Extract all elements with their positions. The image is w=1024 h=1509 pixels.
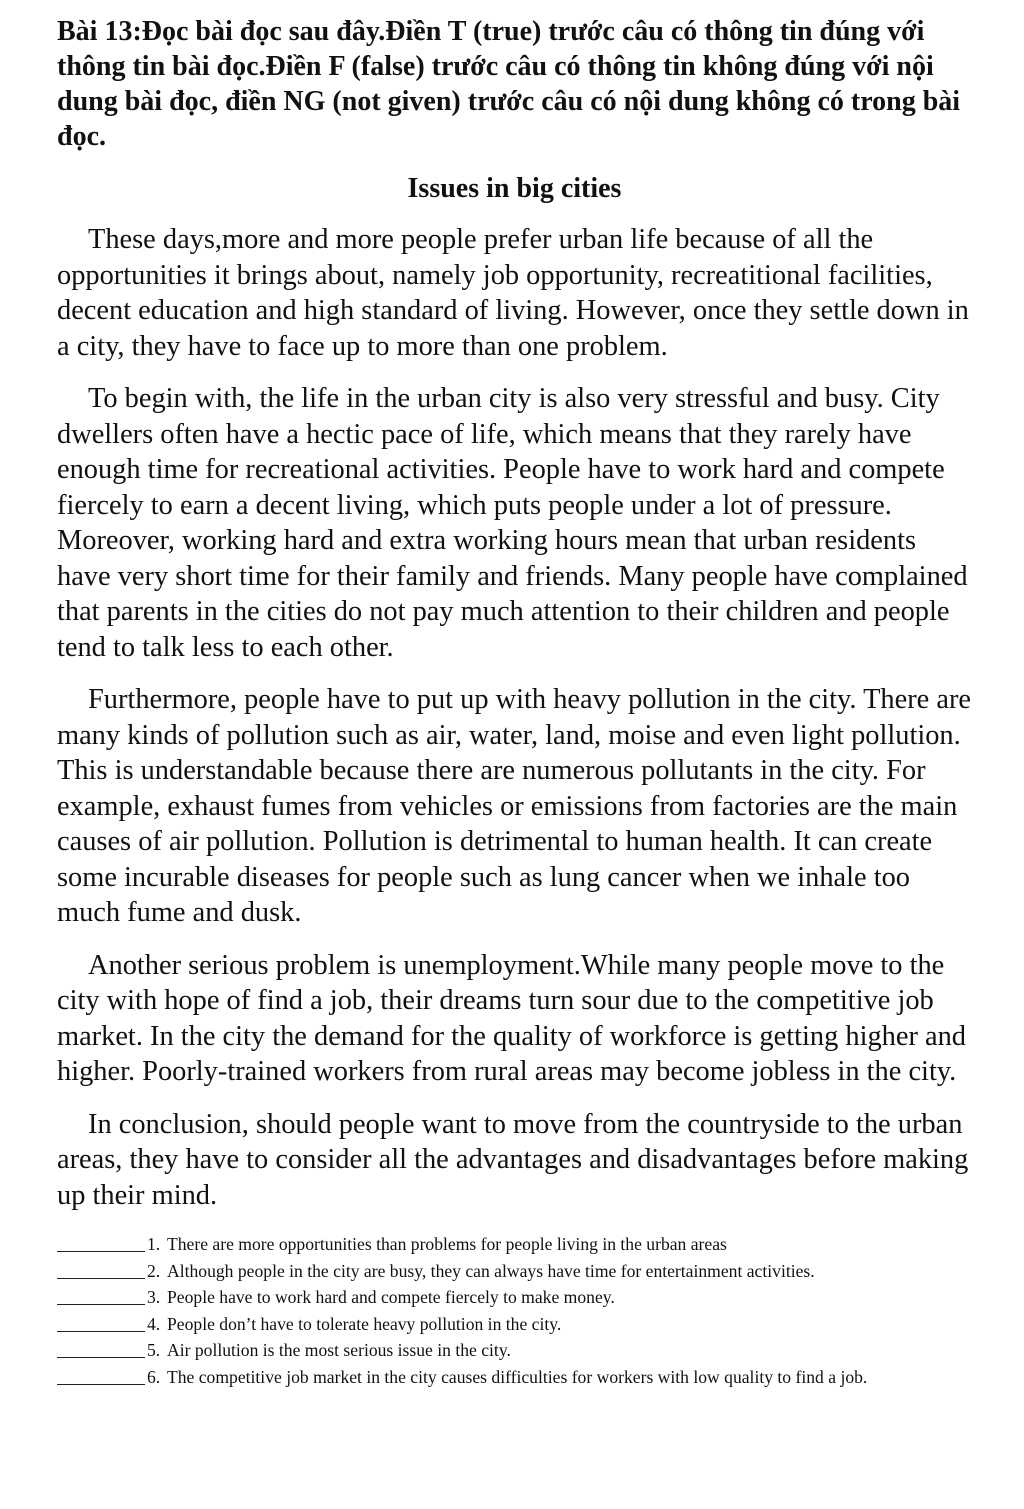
answer-blank-1[interactable]: [57, 1233, 145, 1252]
question-text: People don’t have to tolerate heavy pollution in the city.: [167, 1313, 562, 1334]
question-item: [57, 1366, 972, 1390]
question-item: [57, 1260, 972, 1284]
question-item: [57, 1233, 972, 1257]
question-text: There are more opportunities than problems for people living in the urban areas: [167, 1234, 727, 1254]
question-item: [57, 1339, 972, 1363]
exercise-instructions: Bài 13:Đọc bài đọc sau đây.Điền T (true) trước câu có thông tin đúng với thông tin bài đọc.Điền F (false) trước câu có thông tin không đúng với nội dung bài đọc, điền NG (not given) trước câu có nội dung không có trong bài đọc.: [57, 16, 961, 152]
answer-blank-6[interactable]: [57, 1366, 145, 1385]
passage-paragraph-1: These days,more and more people prefer urban life because of all the opportunities it brings about, namely job opportunity, recreatitional facilities, decent education and high standard of living. However, once they settle down in a city, they have to face up to more than one problem.: [57, 224, 969, 362]
worksheet-page: [57, 14, 972, 1392]
question-number: 2.: [147, 1260, 161, 1281]
question-item: [57, 1286, 972, 1310]
reading-passage: [57, 222, 972, 1213]
question-number: 6.: [147, 1366, 161, 1387]
question-item: [57, 1313, 972, 1337]
passage-paragraph-2: To begin with, the life in the urban city is also very stressful and busy. City dwellers often have a hectic pace of life, which means that they rarely have enough time for recreational activities. People have to work hard and compete fiercely to earn a decent living, which puts people under a lot of pressure. Moreover, working hard and extra working hours mean that urban residents have very short time for their family and friends. Many people have complained that parents in the cities do not pay much attention to their children and people tend to talk less to each other.: [57, 383, 968, 663]
question-number: 3.: [147, 1287, 161, 1307]
passage-paragraph-5: In conclusion, should people want to move from the countryside to the urban areas, they have to consider all the advantages and disadvantages before making up their mind.: [57, 1108, 969, 1211]
question-number: 5.: [147, 1340, 161, 1360]
question-text: Although people in the city are busy, they can always have time for entertainment activities.: [167, 1260, 815, 1281]
answer-blank-2[interactable]: [57, 1260, 145, 1279]
answer-blank-3[interactable]: [57, 1286, 145, 1305]
passage-paragraph-3: Furthermore, people have to put up with heavy pollution in the city. There are many kinds of pollution such as air, water, land, moise and even light pollution. This is understandable because there are numerous pollutants in the city. For example, exhaust fumes from vehicles or emissions from factories are the main causes of air pollution. Pollution is detrimental to human health. It can create some incurable diseases for people such as lung cancer when we inhale too much fume and dusk.: [57, 684, 972, 928]
passage-title: Issues in big cities: [407, 173, 622, 204]
answer-blank-4[interactable]: [57, 1313, 145, 1332]
question-text: People have to work hard and compete fiercely to make money.: [167, 1287, 615, 1307]
question-list: [57, 1233, 972, 1389]
question-text: Air pollution is the most serious issue in the city.: [167, 1340, 511, 1360]
answer-blank-5[interactable]: [57, 1339, 145, 1358]
question-number: 4.: [147, 1313, 161, 1334]
question-number: 1.: [147, 1234, 161, 1254]
question-text: The competitive job market in the city causes difficulties for workers with low quality to find a job.: [167, 1366, 868, 1387]
passage-paragraph-4: Another serious problem is unemployment.While many people move to the city with hope of find a job, their dreams turn sour due to the competitive job market. In the city the demand for the quality of workforce is getting higher and higher. Poorly-trained workers from rural areas may become jobless in the city.: [57, 949, 966, 1087]
